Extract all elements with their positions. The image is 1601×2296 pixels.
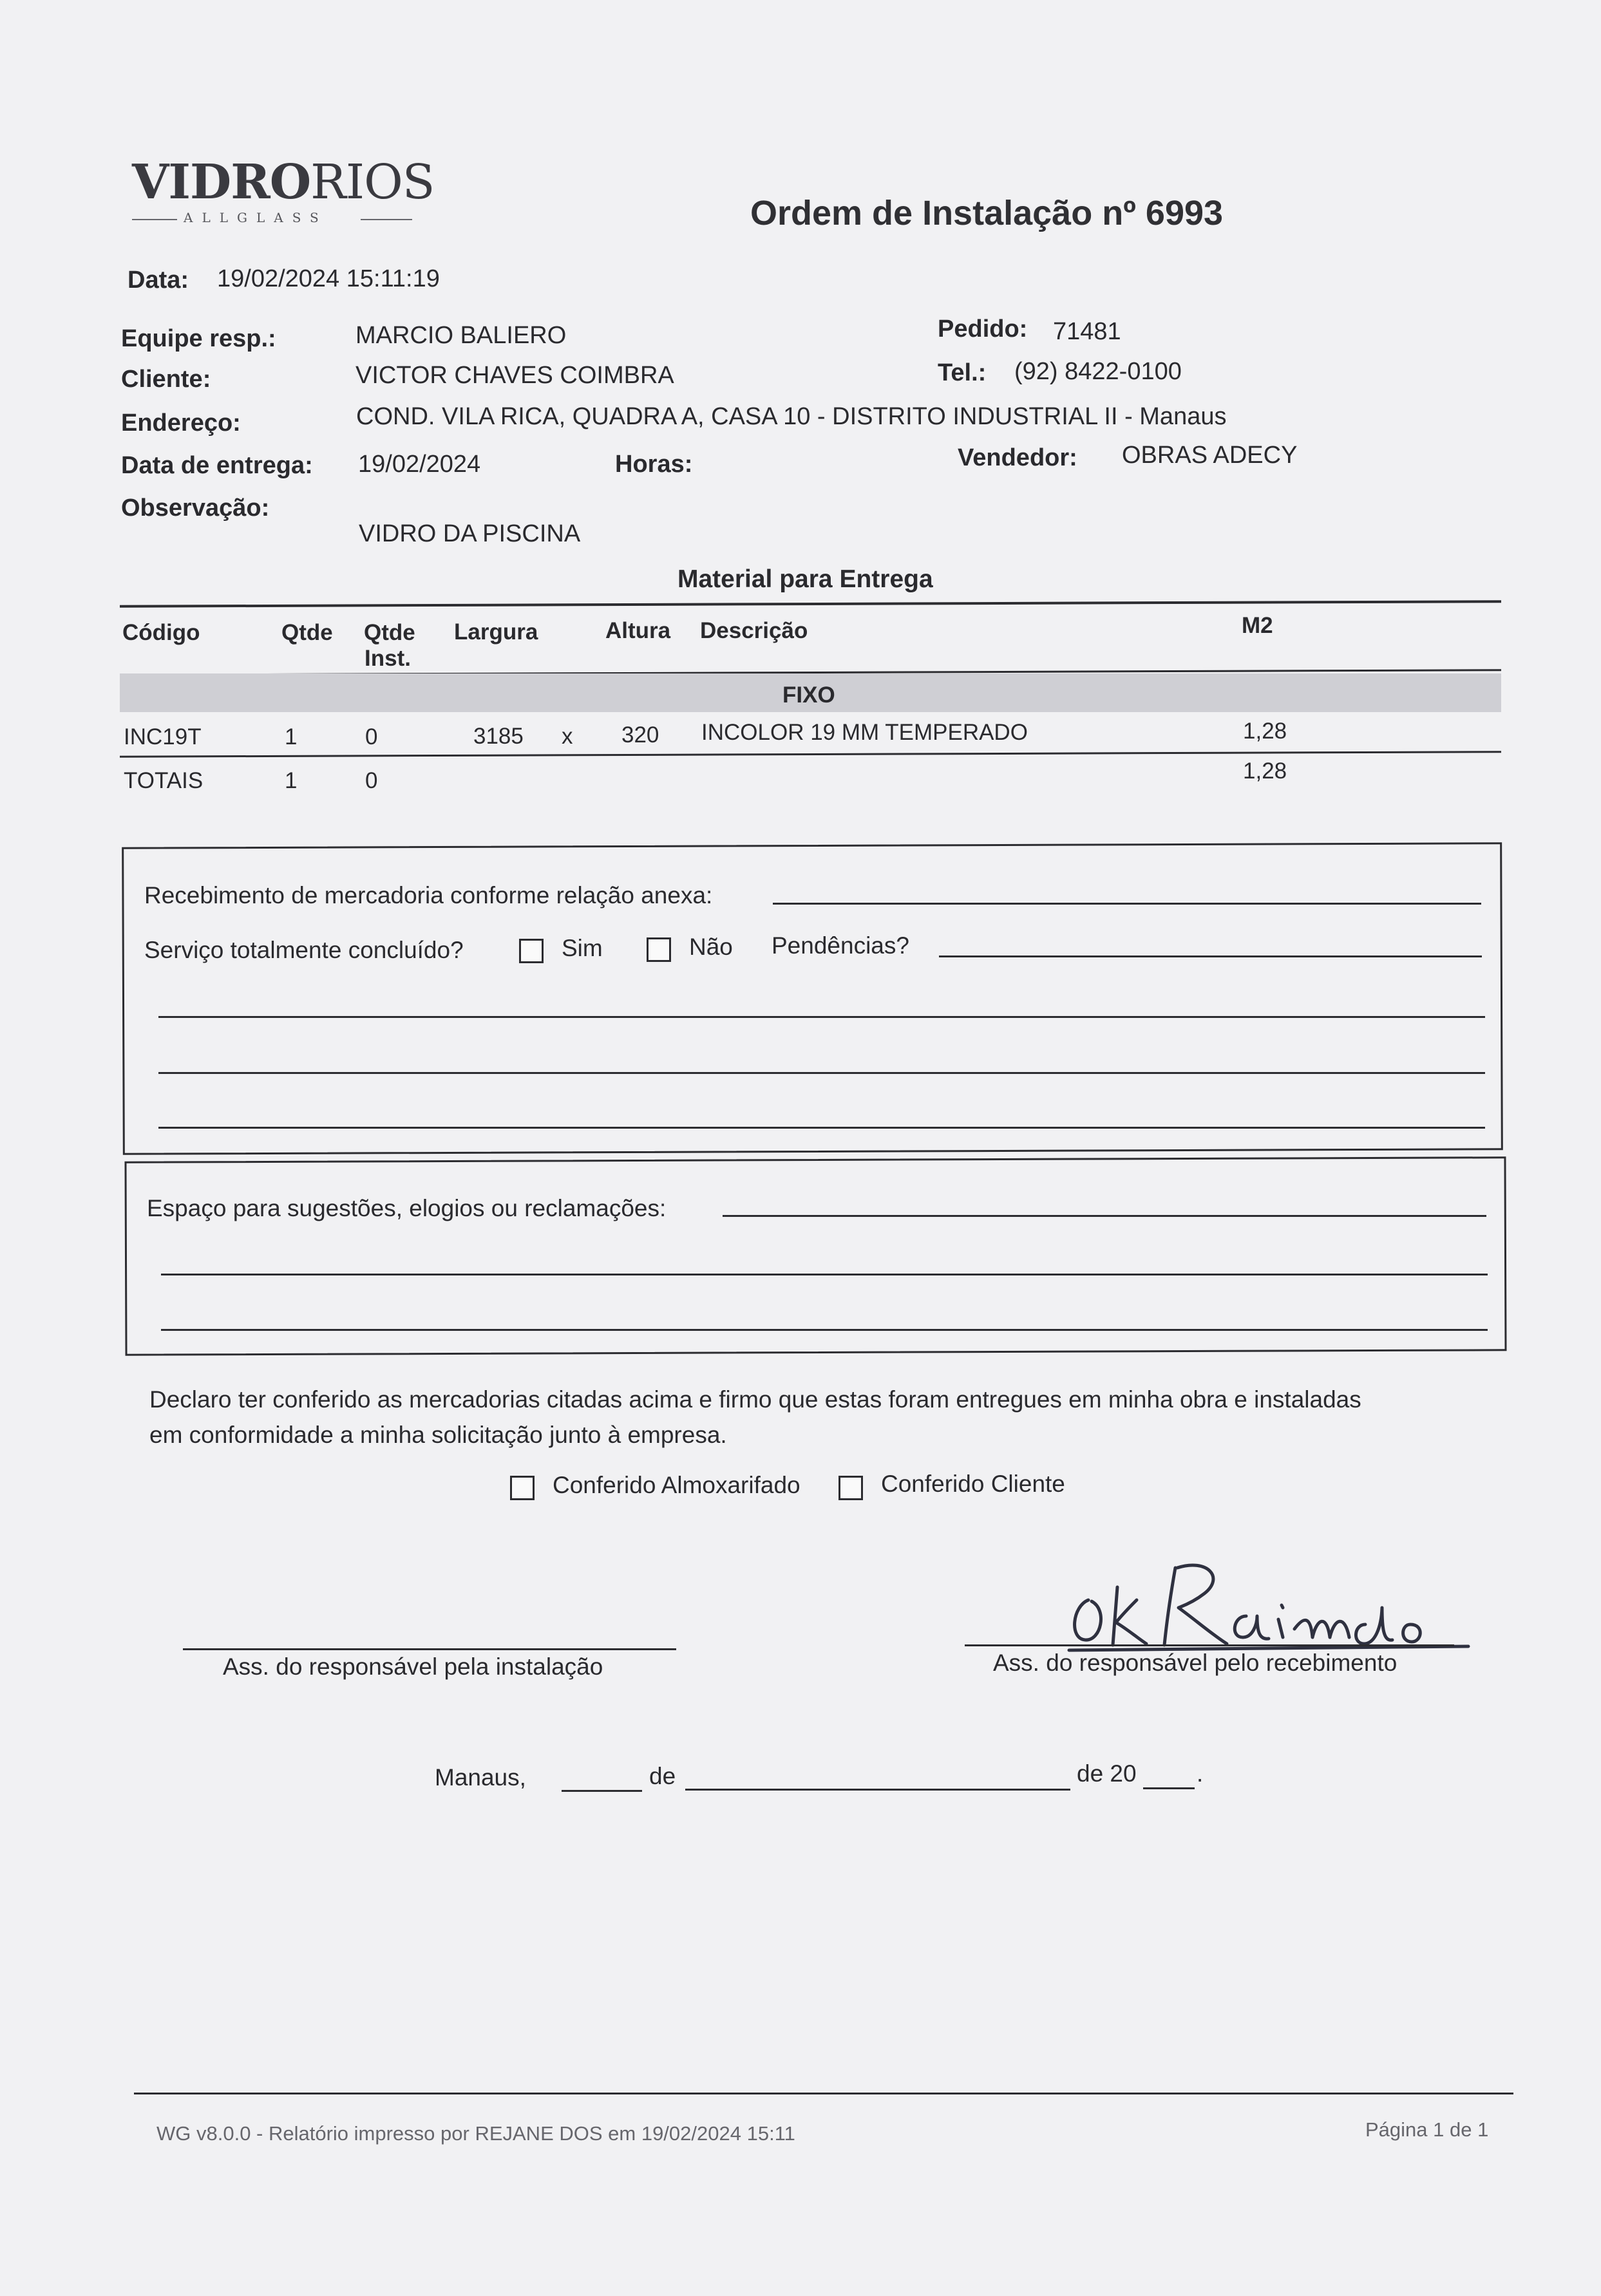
data-label: Data: <box>128 267 189 294</box>
handwritten-signature-text <box>1095 1577 1099 1578</box>
logo-brand-light: RIOS <box>310 155 435 210</box>
pendencias-line[interactable] <box>939 955 1482 957</box>
totals-m2: 1,28 <box>1243 758 1287 784</box>
servico-text: Serviço totalmente concluído? <box>144 937 464 963</box>
col-codigo: Código <box>122 620 200 645</box>
date-month-line[interactable] <box>685 1789 1070 1791</box>
footer-page-number: Página 1 de 1 <box>1365 2118 1489 2141</box>
endereco-value: COND. VILA RICA, QUADRA A, CASA 10 - DISTRITO INDUSTRIAL II - Manaus <box>356 403 1227 430</box>
group-fixo: FIXO <box>782 682 835 708</box>
entrega-value: 19/02/2024 <box>358 451 481 478</box>
box1-line-1[interactable] <box>158 1016 1485 1018</box>
vendedor-value: OBRAS ADECY <box>1122 442 1298 469</box>
recebimento-line[interactable] <box>773 903 1481 905</box>
pedido-label: Pedido: <box>938 315 1028 343</box>
sim-label: Sim <box>562 935 603 961</box>
installer-signature-label: Ass. do responsável pela instalação <box>223 1653 603 1680</box>
row-descricao: INCOLOR 19 MM TEMPERADO <box>701 720 1028 745</box>
cliente-label: Cliente: <box>121 366 211 393</box>
horas-label: Horas: <box>615 451 693 478</box>
installer-signature-line[interactable] <box>183 1648 676 1650</box>
row-codigo: INC19T <box>124 724 202 749</box>
row-x: x <box>562 724 573 749</box>
observacao-label: Observação: <box>121 494 270 522</box>
conferido-almoxarifado-checkbox[interactable] <box>510 1476 535 1500</box>
date-de2: de 20 <box>1077 1760 1137 1787</box>
totals-label: TOTAIS <box>124 768 204 793</box>
conferido-cliente-checkbox[interactable] <box>838 1476 863 1500</box>
col-altura: Altura <box>605 618 671 643</box>
col-descricao: Descrição <box>700 618 808 643</box>
col-qtde-inst-line2: Inst. <box>365 646 411 671</box>
footer-report-info: WG v8.0.0 - Relatório impresso por REJANE DOS em 19/02/2024 15:11 <box>156 2122 795 2145</box>
box1-line-2[interactable] <box>158 1072 1485 1074</box>
handwritten-signature <box>1056 1548 1494 1658</box>
endereco-label: Endereço: <box>121 409 241 437</box>
row-largura: 3185 <box>473 724 524 749</box>
logo-tagline: ALLGLASS <box>184 210 328 225</box>
pendencias-label: Pendências? <box>772 932 909 959</box>
conferido-cliente-label: Conferido Cliente <box>881 1471 1065 1497</box>
receiver-signature-label: Ass. do responsável pelo recebimento <box>993 1650 1397 1676</box>
col-largura: Largura <box>454 619 538 645</box>
table-top-rule <box>120 600 1501 607</box>
date-day-line[interactable] <box>562 1790 642 1792</box>
equipe-label: Equipe resp.: <box>121 325 276 352</box>
date-dot: . <box>1197 1760 1204 1787</box>
sugestoes-line[interactable] <box>723 1215 1486 1217</box>
row-altura: 320 <box>621 722 659 748</box>
totals-qtde-inst: 0 <box>365 768 378 793</box>
declaration-line1: Declaro ter conferido as mercadorias citadas acima e firmo que estas foram entregues em minha obra e instaladas <box>149 1386 1361 1413</box>
row-m2: 1,28 <box>1243 719 1287 744</box>
col-qtde-inst-line1: Qtde <box>364 620 415 645</box>
box2-line-1[interactable] <box>161 1274 1488 1275</box>
tel-label: Tel.: <box>938 359 987 386</box>
sim-checkbox[interactable] <box>519 939 544 963</box>
footer-rule <box>134 2093 1513 2094</box>
cliente-value: VICTOR CHAVES COIMBRA <box>355 362 674 389</box>
suggestions-box <box>124 1156 1506 1355</box>
company-logo <box>132 155 434 229</box>
recebimento-text: Recebimento de mercadoria conforme relação anexa: <box>144 882 713 908</box>
nao-label: Não <box>689 934 733 960</box>
row-qtde-inst: 0 <box>365 724 378 749</box>
entrega-label: Data de entrega: <box>121 452 313 479</box>
nao-checkbox[interactable] <box>647 937 671 962</box>
logo-brand-bold: VIDRO <box>132 155 311 210</box>
table-totals-rule <box>120 751 1501 757</box>
box2-line-2[interactable] <box>161 1329 1488 1331</box>
col-qtde: Qtde <box>281 620 333 645</box>
box1-line-3[interactable] <box>158 1127 1485 1129</box>
document-title: Ordem de Instalação nº 6993 <box>750 194 1224 232</box>
date-year-line[interactable] <box>1143 1787 1195 1789</box>
material-section-title: Material para Entrega <box>677 565 933 593</box>
pedido-value: 71481 <box>1053 318 1121 345</box>
conferido-almoxarifado-label: Conferido Almoxarifado <box>553 1472 800 1498</box>
data-value: 19/02/2024 15:11:19 <box>217 265 440 292</box>
sugestoes-text: Espaço para sugestões, elogios ou reclamações: <box>147 1195 667 1221</box>
row-qtde: 1 <box>285 724 298 749</box>
totals-qtde: 1 <box>285 768 298 793</box>
col-m2: M2 <box>1242 613 1273 638</box>
date-de1: de <box>649 1763 676 1789</box>
receiver-signature-line[interactable] <box>965 1644 1454 1646</box>
declaration-line2: em conformidade a minha solicitação junto à empresa. <box>149 1422 727 1448</box>
equipe-value: MARCIO BALIERO <box>355 322 567 349</box>
vendedor-label: Vendedor: <box>958 444 1077 471</box>
observacao-value: VIDRO DA PISCINA <box>359 520 581 547</box>
tel-value: (92) 8422-0100 <box>1014 358 1182 385</box>
date-city: Manaus, <box>435 1764 526 1791</box>
